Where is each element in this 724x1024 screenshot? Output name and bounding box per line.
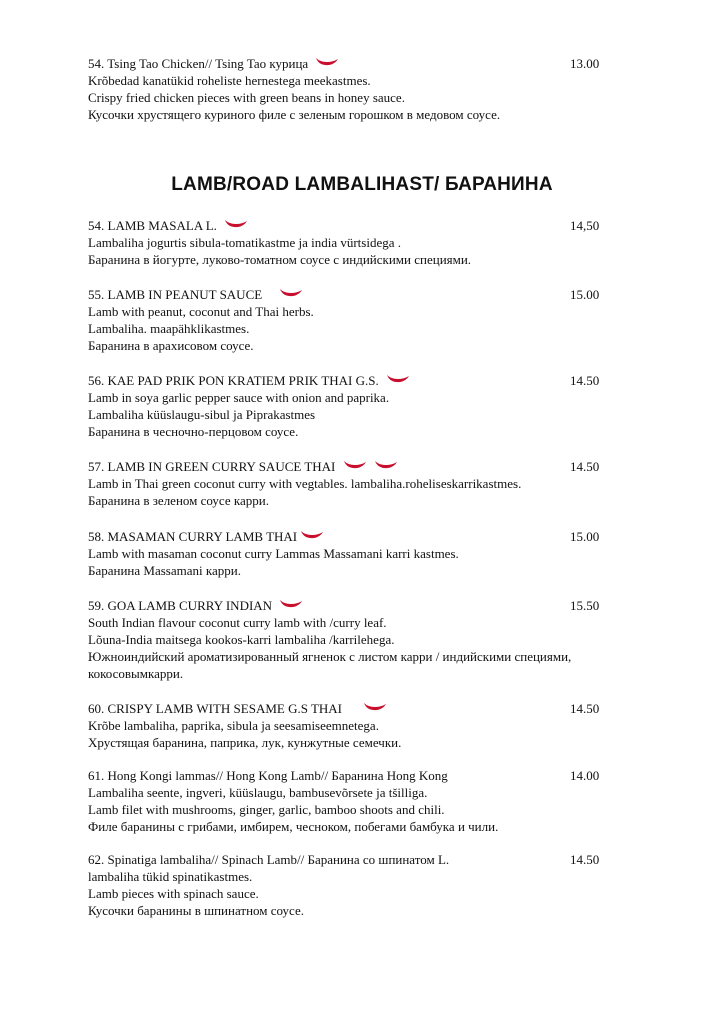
chili-icon xyxy=(315,56,339,67)
menu-item xyxy=(88,767,648,835)
menu-item-description: Кусочки баранины в шпинатном соусе. xyxy=(88,903,304,918)
chili-icon xyxy=(363,701,387,712)
menu-item-title: 60. CRISPY LAMB WITH SESAME G.S THAI xyxy=(88,701,343,716)
menu-item-description: lambaliha tükid spinatikastmes. xyxy=(88,869,253,884)
menu-item-price: 14.50 xyxy=(570,459,600,474)
menu-item-price: 15.00 xyxy=(570,287,600,302)
menu-item-description: Баранина в арахисовом соусе. xyxy=(88,338,254,353)
menu-item-description: Lamb filet with mushrooms, ginger, garlic, bamboo shoots and chili. xyxy=(88,802,445,817)
menu-item xyxy=(88,851,648,919)
menu-item-title: 54. LAMB MASALA L. xyxy=(88,218,217,233)
menu-item-header xyxy=(88,851,648,868)
menu-item-description: Lamb with masaman coconut curry Lammas Massamani karri kastmes. xyxy=(88,546,459,561)
menu-item xyxy=(88,372,648,440)
menu-item-price: 14.50 xyxy=(570,373,600,388)
menu-item-header xyxy=(88,286,648,303)
menu-item xyxy=(88,55,648,123)
menu-item-price: 14.50 xyxy=(570,701,600,716)
menu-item xyxy=(88,700,648,751)
menu-item-price: 15.50 xyxy=(570,598,600,613)
section-title: LAMB/ROAD LAMBALIHAST/ БАРАНИНА xyxy=(171,174,553,195)
menu-item-description: Lambaliha jogurtis sibula-tomatikastme ja india vürtsidega . xyxy=(88,235,402,250)
menu-item-description: Баранина в йогурте, луково-томатном соусе с индийскими специями. xyxy=(88,252,472,267)
menu-item-description: Баранина в зеленом соусе карри. xyxy=(88,493,269,508)
menu-item-description: Lamb pieces with spinach sauce. xyxy=(88,886,259,901)
menu-item-price: 14.00 xyxy=(570,768,600,783)
menu-item-title: 61. Hong Kongi lammas// Hong Kong Lamb// Баранина Hong Kong xyxy=(88,768,448,783)
menu-item xyxy=(88,217,648,268)
menu-item-header xyxy=(88,458,648,475)
menu-item-description-en: Crispy fried chicken pieces with green beans in honey sauce. xyxy=(88,90,405,105)
menu-item-header xyxy=(88,700,648,717)
menu-item-description: Krõbe lambaliha, paprika, sibula ja seesamiseemnetega. xyxy=(88,718,379,733)
menu-item xyxy=(88,597,648,682)
menu-item-description-ru: Кусочки хрустящего куриного филе с зеленым горошком в медовом соусе. xyxy=(88,107,501,122)
chili-icon xyxy=(374,459,398,470)
menu-item-title: 62. Spinatiga lambaliha// Spinach Lamb// Баранина со шпинатом L. xyxy=(88,852,450,867)
chili-icon xyxy=(300,529,324,540)
menu-item-price: 15.00 xyxy=(570,529,600,544)
menu-item-header xyxy=(88,55,648,72)
menu-item xyxy=(88,528,648,579)
menu-item xyxy=(88,286,648,354)
menu-item-title: 55. LAMB IN PEANUT SAUCE xyxy=(88,287,263,302)
menu-item-price: 13.00 xyxy=(570,56,600,71)
menu-item-header xyxy=(88,767,648,784)
menu-item-description: Хрустящая баранина, паприка, лук, кунжутные семечки. xyxy=(88,735,402,750)
menu-item-title: 57. LAMB IN GREEN CURRY SAUCE THAI xyxy=(88,459,336,474)
menu-item-description-et: Krõbedad kanatükid roheliste hernestega meekastmes. xyxy=(88,73,371,88)
menu-item-description: Lambaliha küüslaugu-sibul ja Piprakastmes xyxy=(88,407,316,422)
menu-item-title: 56. KAE PAD PRIK PON KRATIEM PRIK THAI G.S. xyxy=(88,373,379,388)
menu-item-description: Филе баранины с грибами, имбирем, чесноком, побегами бамбука и чили. xyxy=(88,819,499,834)
menu-item-title: 54. Tsing Tao Chicken// Tsing Tao курица xyxy=(88,56,309,71)
menu-item-header xyxy=(88,217,648,234)
menu-item xyxy=(88,458,648,509)
chili-icon xyxy=(224,218,248,229)
menu-item-title: 58. MASAMAN CURRY LAMB THAI xyxy=(88,529,298,544)
menu-item-title: 59. GOA LAMB CURRY INDIAN xyxy=(88,598,273,613)
menu-item-price: 14.50 xyxy=(570,852,600,867)
menu-item-description: Lambaliha seente, ingveri, küüslaugu, bambusevõrsete ja tšilliga. xyxy=(88,785,428,800)
chili-icon xyxy=(386,373,410,384)
chili-icon xyxy=(279,287,303,298)
menu-item-description: Lamb in soya garlic pepper sauce with onion and paprika. xyxy=(88,390,390,405)
menu-item-description: South Indian flavour coconut curry lamb with /curry leaf. xyxy=(88,615,387,630)
chili-icon xyxy=(343,459,367,470)
chili-icon xyxy=(279,598,303,609)
menu-item-description: Lamb in Thai green coconut curry with vegtables. lambaliha.roheliseskarrikastmes. xyxy=(88,476,522,491)
menu-item-header xyxy=(88,528,648,545)
menu-item-description: Баранина в чесночно-перцовом соусе. xyxy=(88,424,299,439)
menu-item-header xyxy=(88,597,648,614)
menu-item-description: Южноиндийский ароматизированный ягненок с листом карри / индийскими специями, кокосовымкарри. xyxy=(88,649,572,681)
menu-item-header xyxy=(88,372,648,389)
menu-item-description: Баранина Massamani карри. xyxy=(88,563,241,578)
menu-item-price: 14,50 xyxy=(570,218,600,233)
menu-item-description: Lõuna-India maitsega kookos-karri lambaliha /karrilehega. xyxy=(88,632,395,647)
menu-item-description: Lambaliha. maapähklikastmes. xyxy=(88,321,250,336)
menu-item-description: Lamb with peanut, coconut and Thai herbs. xyxy=(88,304,314,319)
